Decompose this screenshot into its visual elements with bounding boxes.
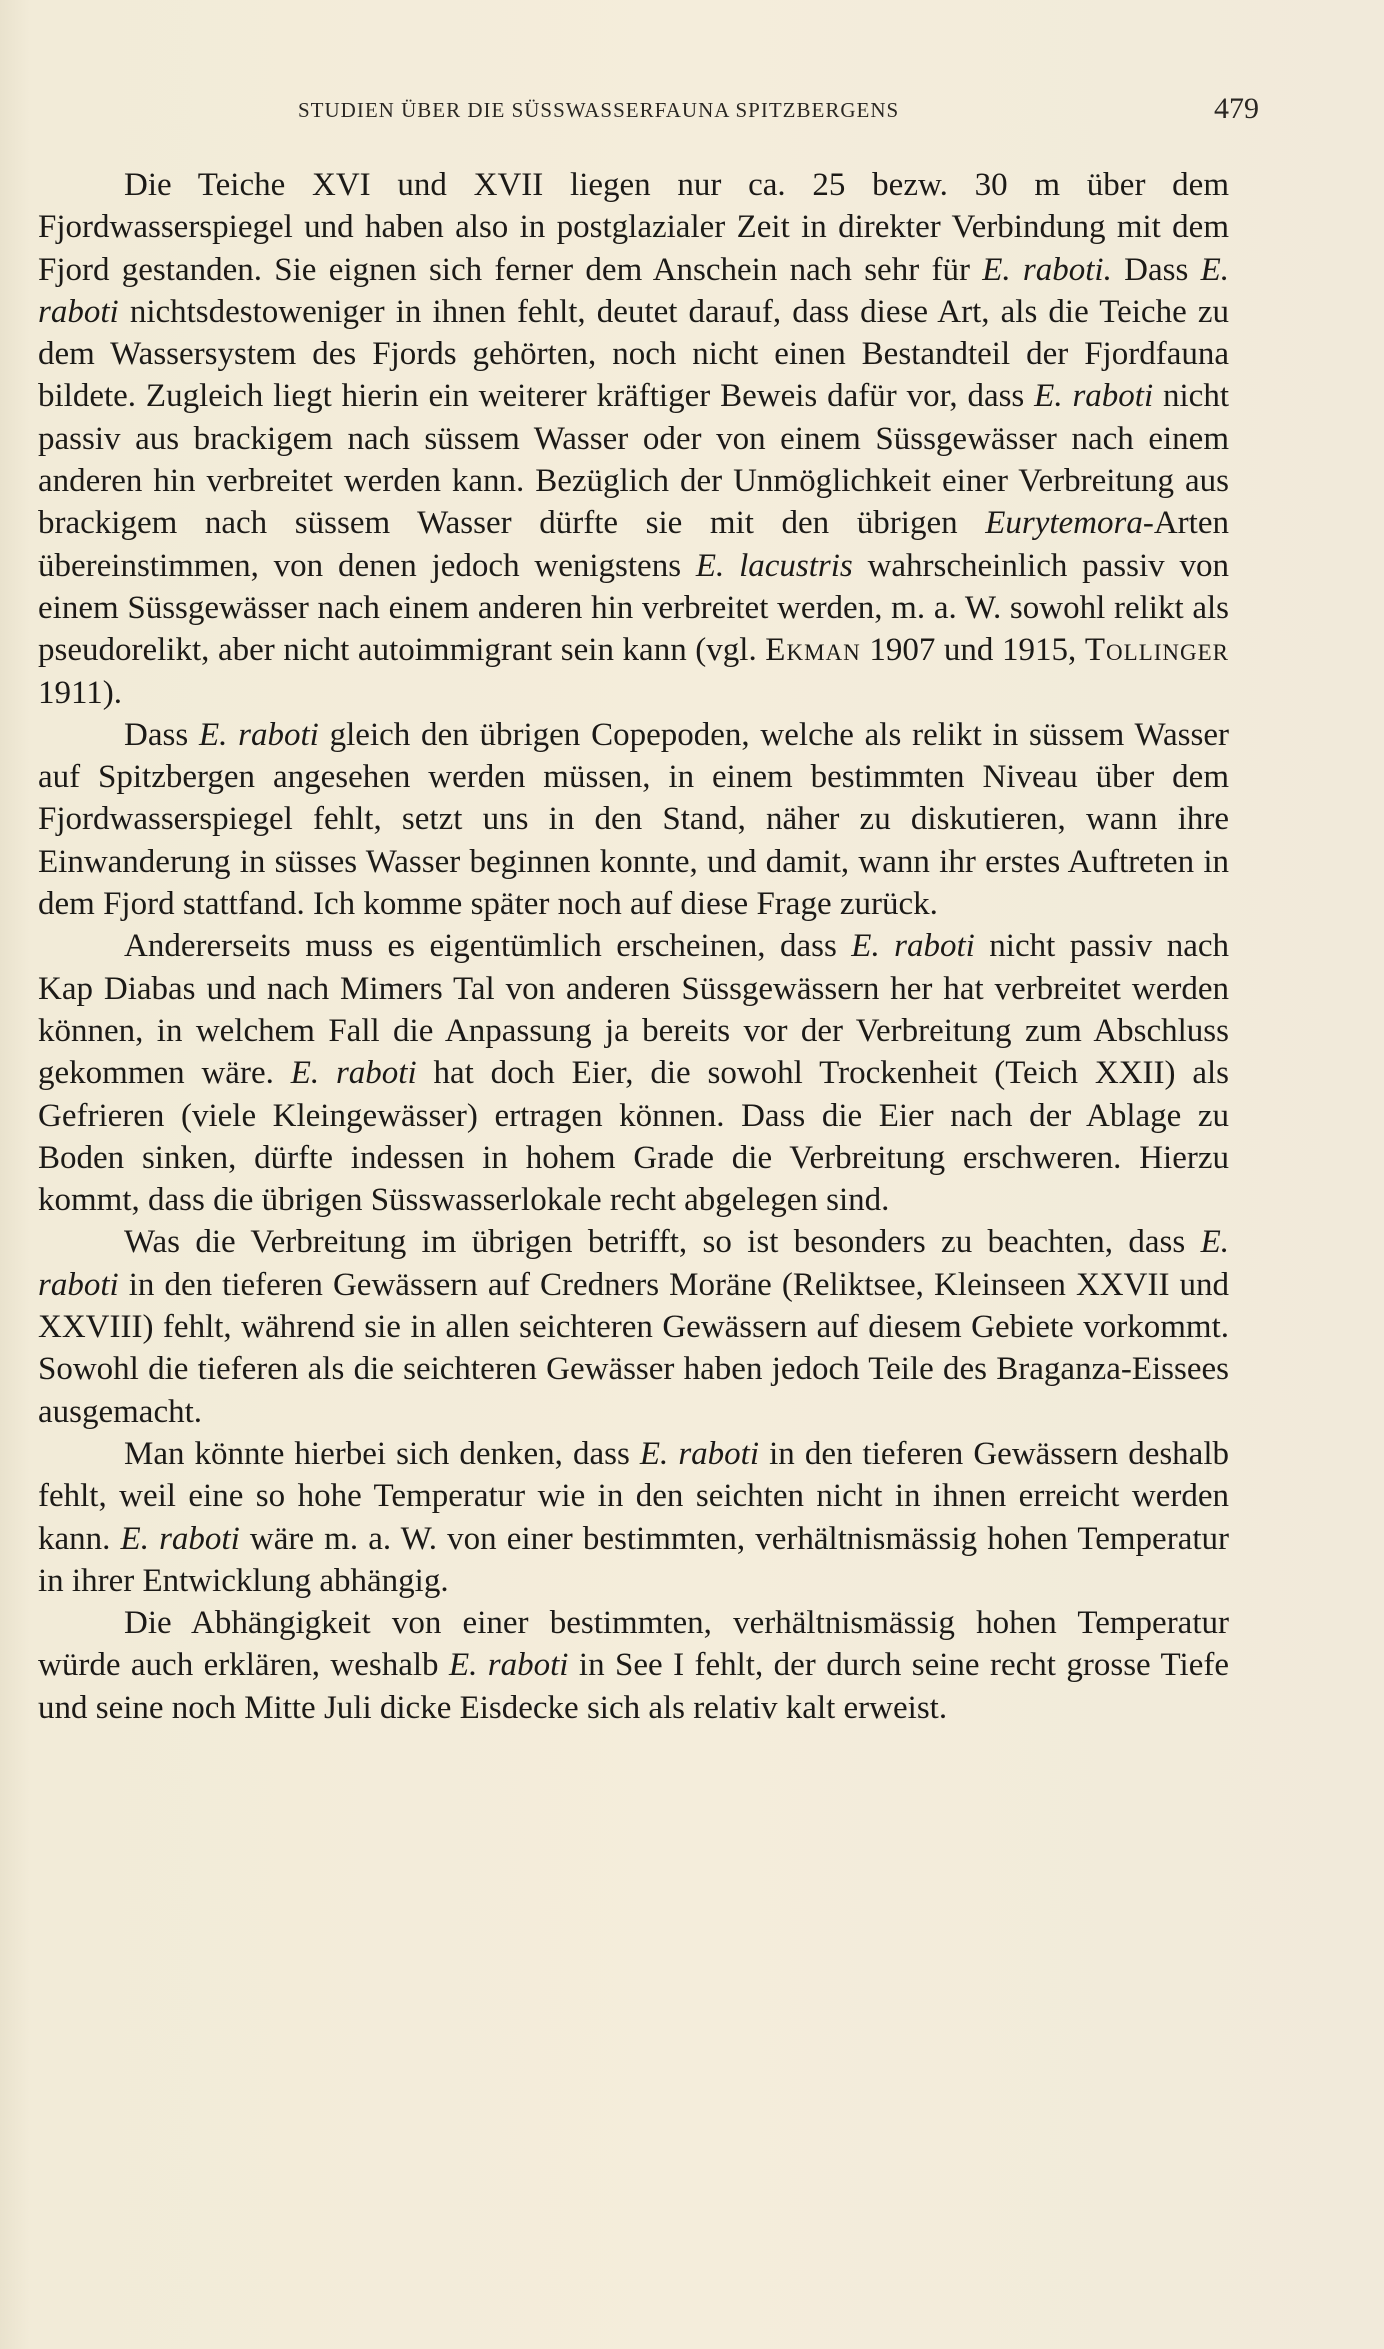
- italic-text: E. raboti: [448, 1647, 569, 1684]
- text-run: Andererseits muss es eigentümlich erscheinen, dass: [124, 928, 852, 965]
- body-text: [38, 164, 1229, 1729]
- text-run: gleich den übrigen Copepoden, welche als relikt in süssem Wasser auf Spitzbergen angesehen werden müssen, in einem bestimmten Niveau über dem Fjordwasserspiegel fehlt, setzt uns in den Stand, näher zu diskutieren, wann ihre Einwanderung in süsses Wasser beginnen konnte, und damit, wann ihr erstes Auftreten in dem Fjord stattfand. Ich komme später noch auf diese Frage zurück.: [38, 716, 1229, 923]
- page-header: [0, 92, 1384, 132]
- text-run: Was die Verbreitung im übrigen betrifft, so ist besonders zu beachten, dass: [124, 1224, 1201, 1261]
- paragraph: [38, 1433, 1229, 1602]
- text-run: 1911).: [38, 674, 123, 711]
- text-run: in den tieferen Gewässern auf Credners Moräne (Reliktsee, Kleinseen XXVII und XXVIII) fehlt, während sie in allen seichteren Gewässern auf diesem Gebiete vorkommt. Sowohl die tieferen als die seichteren Gewässer haben jedoch Teile des Braganza-Eissees ausgemacht.: [38, 1266, 1229, 1430]
- text-run: Dass: [1111, 251, 1201, 288]
- text-run: -Arten übereinstimmen, von denen jedoch wenigstens: [38, 505, 1229, 584]
- text-run: 1907 und 1915,: [860, 632, 1085, 669]
- text-run: in See I fehlt, der durch seine recht grosse Tiefe und seine noch Mitte Juli dicke Eisdecke sich als relativ kalt erweist.: [38, 1647, 1229, 1726]
- paragraph: [38, 1221, 1229, 1432]
- text-run: Die Abhängigkeit von einer bestimmten, verhältnismässig hohen Temperatur würde auch erklären, weshalb: [38, 1605, 1229, 1684]
- page-number: 479: [1214, 92, 1259, 125]
- text-run: nichtsdestoweniger in ihnen fehlt, deutet darauf, dass diese Art, als die Teiche zu dem Wassersystem des Fjords gehörten, noch nicht einen Bestandteil der Fjordfauna bildete. Zugleich liegt hierin ein weiterer kräftiger Beweis dafür vor, dass: [38, 293, 1229, 415]
- italic-text: Eurytemora: [985, 505, 1143, 542]
- italic-text: E. raboti.: [982, 251, 1112, 288]
- paragraph: [38, 1602, 1229, 1729]
- paragraph: [38, 714, 1229, 925]
- italic-text: E. raboti: [290, 1055, 417, 1092]
- italic-text: E. raboti: [851, 928, 975, 965]
- italic-text: E. raboti: [639, 1435, 760, 1472]
- text-run: nicht passiv aus brackigem nach süssem Wasser oder von einem Süssgewässer nach einem anderen hin verbreitet werden kann. Bezüglich der Unmöglichkeit einer Verbreitung aus brackigem nach süssem Wasser dürfte sie mit den übrigen: [38, 378, 1229, 542]
- running-title: STUDIEN ÜBER DIE SÜSSWASSERFAUNA SPITZBERGENS: [298, 98, 900, 122]
- author-name: Ekman: [765, 632, 861, 669]
- text-run: Die Teiche XVI und XVII liegen nur ca. 25 bezw. 30 m über dem Fjordwasserspiegel und haben also in postglazialer Zeit in direkter Verbindung mit dem Fjord gestanden. Sie eignen sich ferner dem Anschein nach sehr für: [38, 167, 1229, 288]
- italic-text: E. lacustris: [695, 547, 853, 584]
- text-run: wahrscheinlich passiv von einem Süssgewässer nach einem anderen hin verbreitet werden, m. a. W. sowohl relikt als pseudorelikt, aber nicht autoimmigrant sein kann (vgl.: [38, 547, 1229, 669]
- text-run: hat doch Eier, die sowohl Trockenheit (Teich XXII) als Gefrieren (viele Kleingewässer) ertragen können. Dass die Eier nach der Ablage zu Boden sinken, dürfte indessen in hohem Grade die Verbreitung erschweren. Hierzu kommt, dass die übrigen Süsswasserlokale recht abgelegen sind.: [38, 1055, 1229, 1219]
- italic-text: E. raboti: [198, 716, 319, 753]
- author-name: Tollinger: [1084, 632, 1230, 669]
- italic-text: E. raboti: [38, 1224, 1229, 1303]
- italic-text: E. raboti: [38, 251, 1229, 330]
- italic-text: E. raboti: [1034, 378, 1154, 415]
- text-run: nicht passiv nach Kap Diabas und nach Mimers Tal von anderen Süssgewässern her hat verbreitet werden können, in welchem Fall die Anpassung ja bereits vor der Verbreitung zum Abschluss gekommen wäre.: [38, 928, 1229, 1092]
- text-run: in den tieferen Gewässern deshalb fehlt, weil eine so hohe Temperatur wie in den seichten nicht in ihnen erreicht werden kann.: [38, 1435, 1229, 1557]
- paragraph: [38, 164, 1229, 714]
- italic-text: E. raboti: [120, 1520, 240, 1557]
- text-run: Dass: [124, 716, 199, 753]
- paragraph: [38, 925, 1229, 1221]
- text-run: wäre m. a. W. von einer bestimmten, verhältnismässig hohen Temperatur in ihrer Entwicklung abhängig.: [38, 1520, 1230, 1599]
- text-run: Man könnte hierbei sich denken, dass: [124, 1435, 640, 1472]
